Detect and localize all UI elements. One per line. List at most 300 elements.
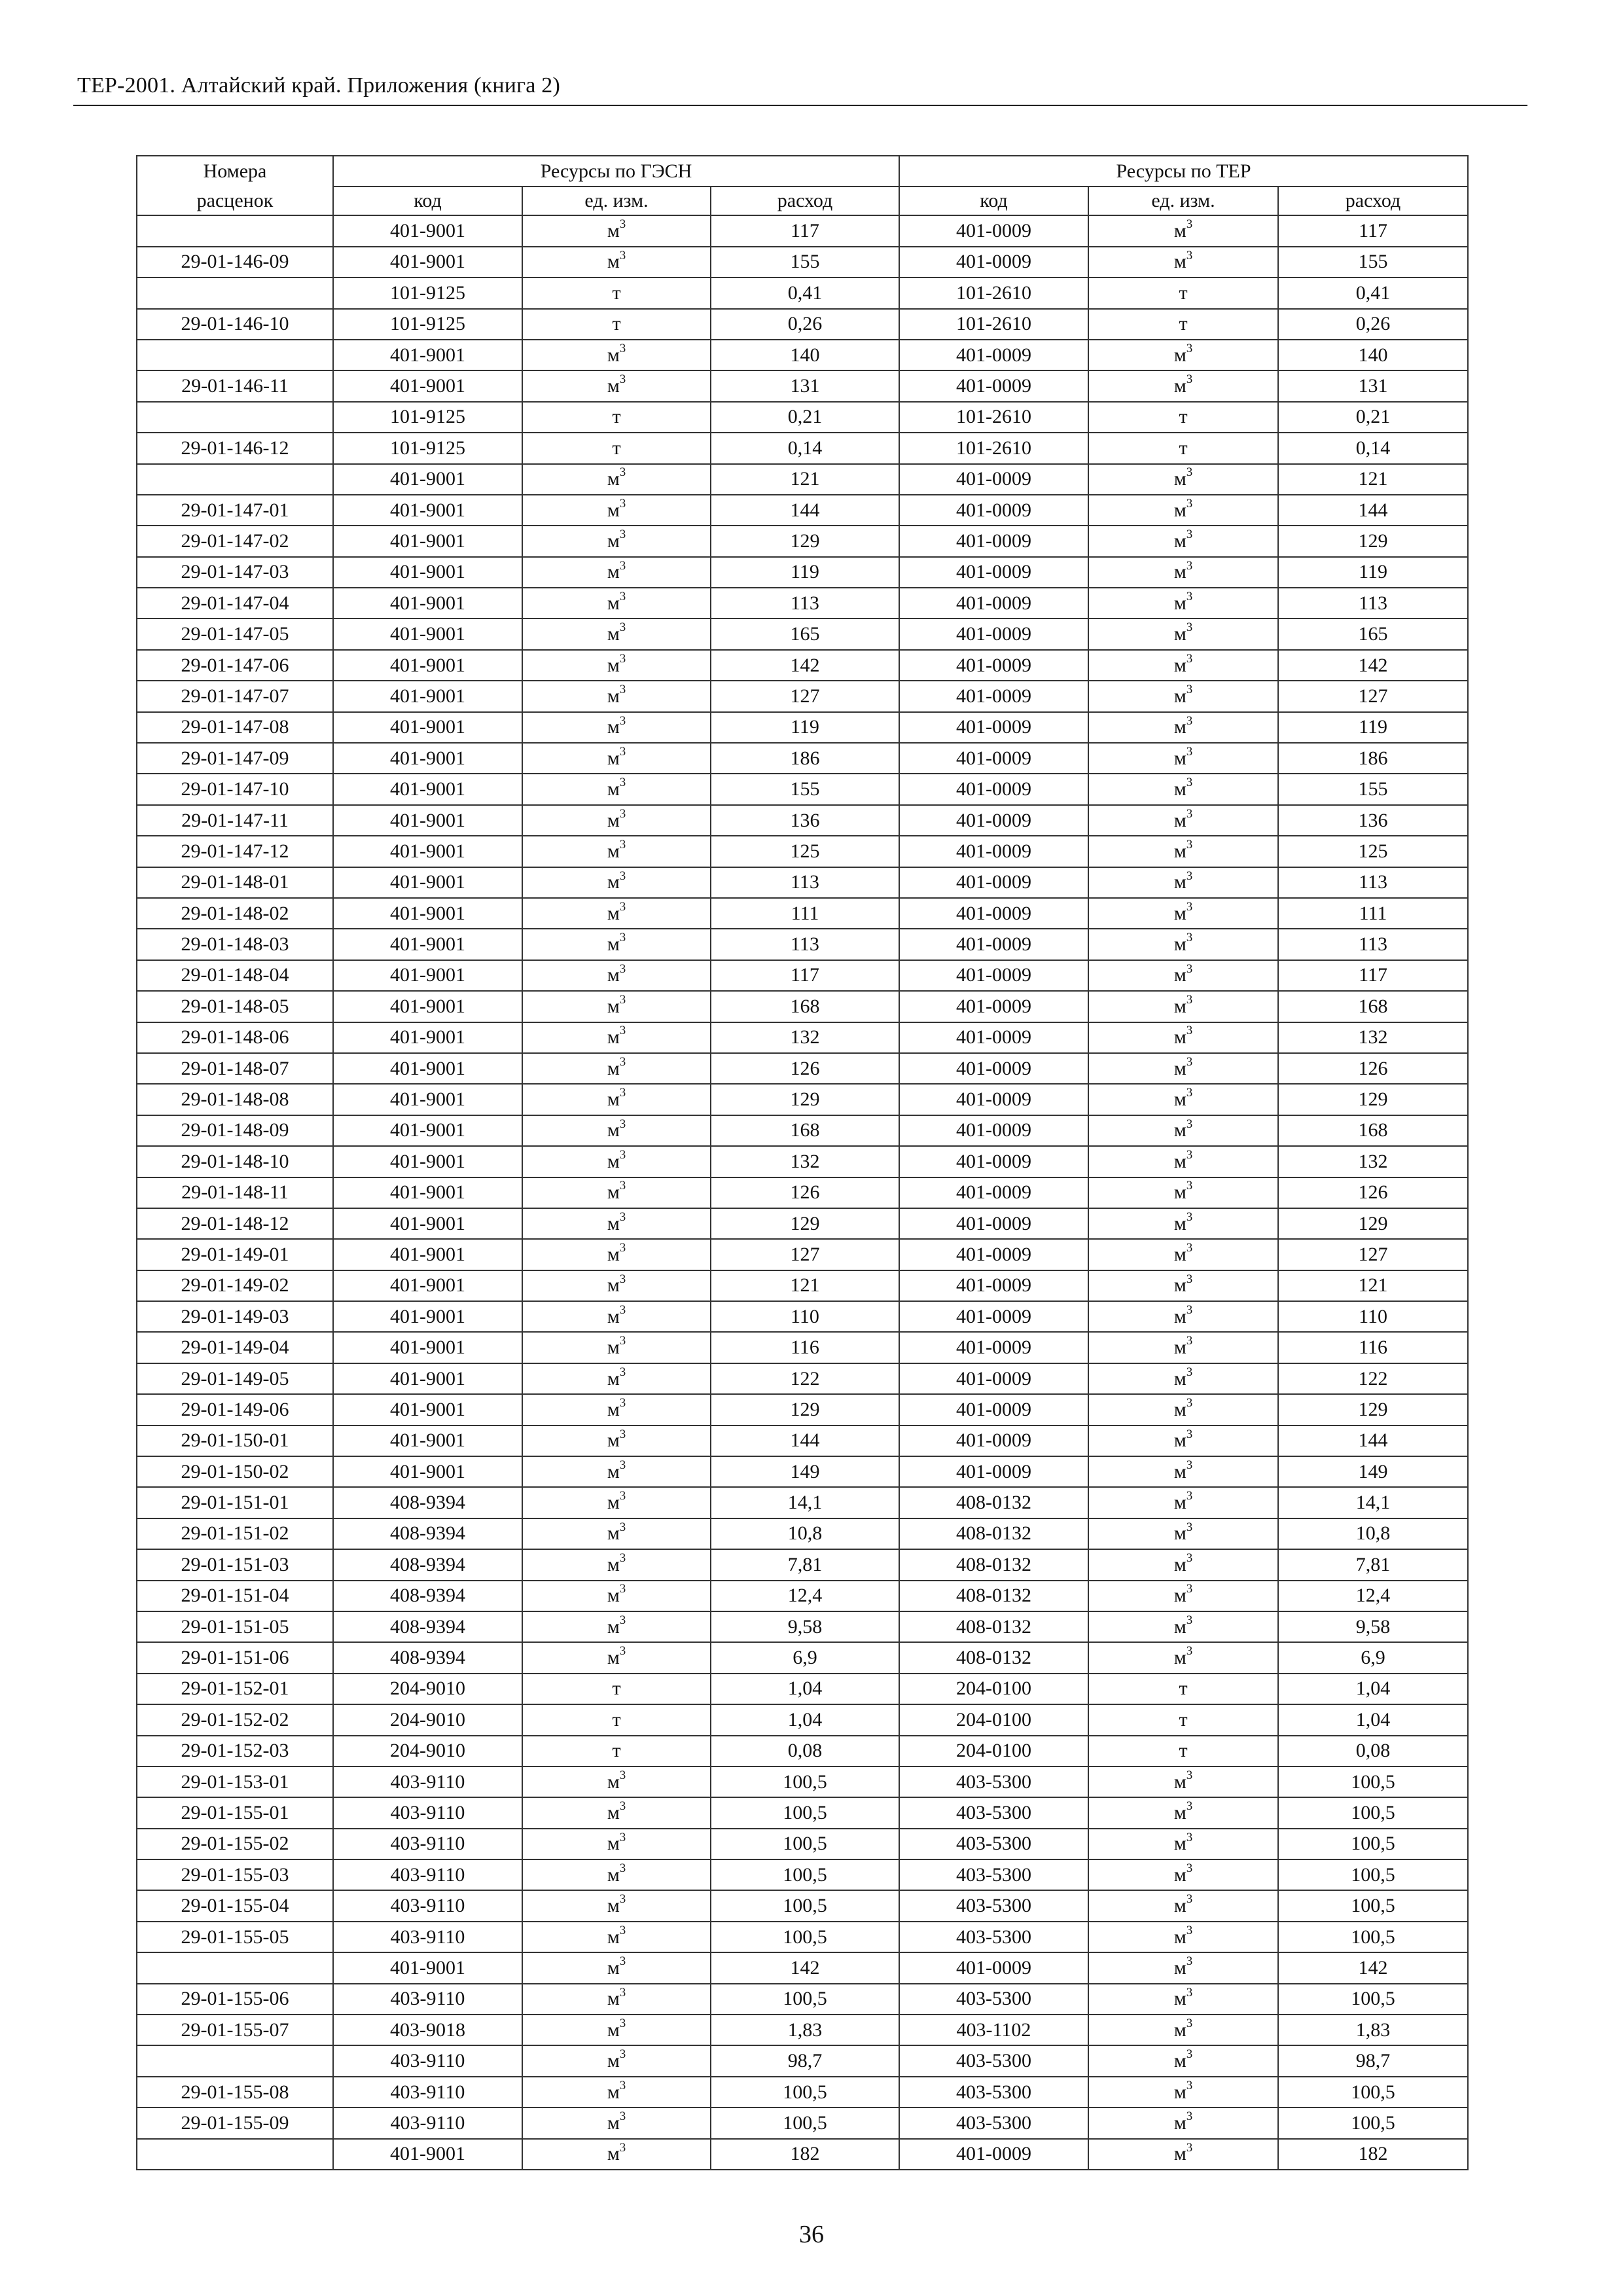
gesn-qty-cell: 117	[711, 215, 899, 246]
table-row	[137, 1767, 1468, 1797]
ter-unit-cell: $м^3$	[1088, 1984, 1278, 2015]
gesn-code-cell: 401-9001	[333, 557, 522, 588]
ter-qty-cell: 119	[1278, 557, 1468, 588]
ter-unit-cell: $м^3$	[1088, 1581, 1278, 1611]
gesn-qty-cell: 182	[711, 2139, 899, 2170]
ter-unit-cell: т	[1088, 278, 1278, 308]
gesn-code-cell: 401-9001	[333, 650, 522, 681]
gesn-qty-cell: 100,5	[711, 2108, 899, 2138]
gesn-code-cell: 401-9001	[333, 1301, 522, 1332]
ter-qty-cell: 121	[1278, 464, 1468, 495]
table-row	[137, 774, 1468, 804]
table-row	[137, 370, 1468, 401]
ter-code-cell: 408-0132	[899, 1581, 1088, 1611]
header-gesn-code: код	[333, 187, 522, 215]
ter-code-cell: 401-0009	[899, 215, 1088, 246]
gesn-code-cell: 401-9001	[333, 1208, 522, 1239]
ter-code-cell: 401-0009	[899, 588, 1088, 619]
ter-code-cell: 408-0132	[899, 1642, 1088, 1673]
gesn-code-cell: 401-9001	[333, 681, 522, 711]
ter-qty-cell: 116	[1278, 1332, 1468, 1363]
ter-unit-cell: $м^3$	[1088, 1301, 1278, 1332]
ter-unit-cell: $м^3$	[1088, 215, 1278, 246]
rate-number-cell: 29-01-147-04	[137, 588, 333, 619]
gesn-code-cell: 401-9001	[333, 619, 522, 649]
gesn-unit-cell: $м^3$	[522, 2139, 711, 2170]
ter-code-cell: 403-5300	[899, 2108, 1088, 2138]
header-ter-qty: расход	[1278, 187, 1468, 215]
table-row	[137, 1859, 1468, 1890]
gesn-qty-cell: 142	[711, 1952, 899, 1983]
ter-qty-cell: 1,04	[1278, 1674, 1468, 1704]
gesn-unit-cell: $м^3$	[522, 836, 711, 867]
rate-number-cell: 29-01-148-10	[137, 1146, 333, 1177]
ter-code-cell: 408-0132	[899, 1611, 1088, 1642]
gesn-code-cell: 403-9018	[333, 2015, 522, 2045]
ter-qty-cell: 100,5	[1278, 2077, 1468, 2108]
rate-number-cell: 29-01-147-09	[137, 743, 333, 774]
table-row	[137, 1487, 1468, 1518]
table-row	[137, 712, 1468, 743]
rate-number-cell	[137, 340, 333, 370]
table-row	[137, 1642, 1468, 1673]
ter-code-cell: 401-0009	[899, 1084, 1088, 1115]
ter-qty-cell: 131	[1278, 370, 1468, 401]
gesn-qty-cell: 129	[711, 526, 899, 556]
ter-qty-cell: 117	[1278, 215, 1468, 246]
rate-number-cell	[137, 278, 333, 308]
gesn-code-cell: 401-9001	[333, 1270, 522, 1301]
gesn-code-cell: 403-9110	[333, 1797, 522, 1828]
ter-unit-cell: $м^3$	[1088, 1053, 1278, 1084]
gesn-unit-cell: т	[522, 1736, 711, 1767]
ter-code-cell: 403-5300	[899, 1890, 1088, 1921]
ter-code-cell: 408-0132	[899, 1518, 1088, 1549]
gesn-unit-cell: $м^3$	[522, 898, 711, 929]
ter-unit-cell: $м^3$	[1088, 588, 1278, 619]
gesn-code-cell: 401-9001	[333, 2139, 522, 2170]
gesn-unit-cell: $м^3$	[522, 1084, 711, 1115]
ter-unit-cell: $м^3$	[1088, 1487, 1278, 1518]
ter-code-cell: 403-5300	[899, 2045, 1088, 2076]
ter-qty-cell: 142	[1278, 650, 1468, 681]
ter-code-cell: 401-0009	[899, 867, 1088, 898]
table-row	[137, 1922, 1468, 1952]
ter-qty-cell: 100,5	[1278, 1922, 1468, 1952]
ter-qty-cell: 129	[1278, 1084, 1468, 1115]
table-row	[137, 1022, 1468, 1053]
ter-qty-cell: 113	[1278, 867, 1468, 898]
ter-code-cell: 401-0009	[899, 619, 1088, 649]
ter-code-cell: 401-0009	[899, 1456, 1088, 1487]
gesn-unit-cell: $м^3$	[522, 1177, 711, 1208]
ter-code-cell: 401-0009	[899, 1146, 1088, 1177]
header-ter-code: код	[899, 187, 1088, 215]
ter-unit-cell: $м^3$	[1088, 1611, 1278, 1642]
gesn-unit-cell: $м^3$	[522, 340, 711, 370]
ter-code-cell: 401-0009	[899, 1115, 1088, 1146]
gesn-code-cell: 403-9110	[333, 1984, 522, 2015]
gesn-code-cell: 401-9001	[333, 1332, 522, 1363]
ter-unit-cell: $м^3$	[1088, 1332, 1278, 1363]
gesn-unit-cell: $м^3$	[522, 526, 711, 556]
gesn-code-cell: 403-9110	[333, 1767, 522, 1797]
ter-unit-cell: т	[1088, 1736, 1278, 1767]
gesn-unit-cell: $м^3$	[522, 1952, 711, 1983]
rate-number-cell: 29-01-148-04	[137, 960, 333, 991]
rate-number-cell: 29-01-148-05	[137, 991, 333, 1022]
gesn-unit-cell: $м^3$	[522, 1642, 711, 1673]
ter-unit-cell: $м^3$	[1088, 1084, 1278, 1115]
gesn-unit-cell: $м^3$	[522, 1301, 711, 1332]
ter-unit-cell: т	[1088, 402, 1278, 433]
gesn-code-cell: 401-9001	[333, 495, 522, 526]
table-row	[137, 557, 1468, 588]
ter-qty-cell: 7,81	[1278, 1549, 1468, 1580]
gesn-code-cell: 403-9110	[333, 1829, 522, 1859]
ter-code-cell: 403-5300	[899, 1829, 1088, 1859]
ter-unit-cell: $м^3$	[1088, 929, 1278, 960]
table-row	[137, 2139, 1468, 2170]
ter-code-cell: 401-0009	[899, 712, 1088, 743]
gesn-qty-cell: 121	[711, 1270, 899, 1301]
gesn-unit-cell: $м^3$	[522, 1797, 711, 1828]
rate-number-cell: 29-01-148-12	[137, 1208, 333, 1239]
gesn-code-cell: 401-9001	[333, 215, 522, 246]
ter-code-cell: 401-0009	[899, 557, 1088, 588]
ter-code-cell: 401-0009	[899, 1177, 1088, 1208]
header-ter-unit: ед. изм.	[1088, 187, 1278, 215]
gesn-unit-cell: $м^3$	[522, 2015, 711, 2045]
gesn-code-cell: 401-9001	[333, 1053, 522, 1084]
gesn-unit-cell: $м^3$	[522, 1146, 711, 1177]
rate-number-cell	[137, 1952, 333, 1983]
gesn-qty-cell: 113	[711, 588, 899, 619]
ter-unit-cell: $м^3$	[1088, 340, 1278, 370]
ter-code-cell: 204-0100	[899, 1674, 1088, 1704]
gesn-qty-cell: 117	[711, 960, 899, 991]
gesn-code-cell: 101-9125	[333, 309, 522, 340]
ter-unit-cell: $м^3$	[1088, 650, 1278, 681]
ter-code-cell: 401-0009	[899, 1270, 1088, 1301]
gesn-unit-cell: $м^3$	[522, 1363, 711, 1394]
gesn-unit-cell: $м^3$	[522, 1332, 711, 1363]
gesn-code-cell: 204-9010	[333, 1674, 522, 1704]
ter-qty-cell: 100,5	[1278, 1829, 1468, 1859]
gesn-code-cell: 401-9001	[333, 712, 522, 743]
table-row	[137, 278, 1468, 308]
ter-qty-cell: 113	[1278, 588, 1468, 619]
gesn-qty-cell: 126	[711, 1053, 899, 1084]
table-row	[137, 1208, 1468, 1239]
ter-unit-cell: $м^3$	[1088, 370, 1278, 401]
rate-number-cell: 29-01-149-02	[137, 1270, 333, 1301]
ter-unit-cell: $м^3$	[1088, 867, 1278, 898]
gesn-qty-cell: 125	[711, 836, 899, 867]
table-row	[137, 1177, 1468, 1208]
ter-code-cell: 401-0009	[899, 464, 1088, 495]
ter-code-cell: 403-5300	[899, 1922, 1088, 1952]
ter-qty-cell: 129	[1278, 1208, 1468, 1239]
ter-code-cell: 401-0009	[899, 960, 1088, 991]
header-gesn-group: Ресурсы по ГЭСН	[333, 156, 899, 187]
ter-code-cell: 401-0009	[899, 1022, 1088, 1053]
rate-number-cell	[137, 402, 333, 433]
ter-code-cell: 401-0009	[899, 650, 1088, 681]
gesn-unit-cell: $м^3$	[522, 1518, 711, 1549]
gesn-qty-cell: 1,04	[711, 1704, 899, 1735]
ter-unit-cell: $м^3$	[1088, 464, 1278, 495]
rate-number-cell: 29-01-155-03	[137, 1859, 333, 1890]
ter-unit-cell: $м^3$	[1088, 1177, 1278, 1208]
gesn-qty-cell: 100,5	[711, 1859, 899, 1890]
gesn-qty-cell: 168	[711, 991, 899, 1022]
ter-unit-cell: $м^3$	[1088, 805, 1278, 836]
table-row	[137, 1736, 1468, 1767]
ter-unit-cell: $м^3$	[1088, 1363, 1278, 1394]
gesn-qty-cell: 1,83	[711, 2015, 899, 2045]
gesn-qty-cell: 155	[711, 247, 899, 278]
ter-qty-cell: 100,5	[1278, 1984, 1468, 2015]
ter-unit-cell: т	[1088, 1674, 1278, 1704]
ter-unit-cell: $м^3$	[1088, 247, 1278, 278]
rate-number-cell: 29-01-152-02	[137, 1704, 333, 1735]
rate-number-cell: 29-01-149-04	[137, 1332, 333, 1363]
table-row	[137, 1332, 1468, 1363]
rate-number-cell: 29-01-148-07	[137, 1053, 333, 1084]
header-rates-line1: Номера	[137, 156, 333, 187]
gesn-unit-cell: т	[522, 402, 711, 433]
ter-unit-cell: $м^3$	[1088, 1239, 1278, 1270]
gesn-qty-cell: 100,5	[711, 1797, 899, 1828]
table-row	[137, 960, 1468, 991]
table-row	[137, 1581, 1468, 1611]
gesn-unit-cell: $м^3$	[522, 557, 711, 588]
ter-unit-cell: т	[1088, 1704, 1278, 1735]
ter-unit-cell: $м^3$	[1088, 1115, 1278, 1146]
ter-code-cell: 401-0009	[899, 774, 1088, 804]
gesn-code-cell: 408-9394	[333, 1611, 522, 1642]
gesn-qty-cell: 129	[711, 1084, 899, 1115]
rate-number-cell: 29-01-147-10	[137, 774, 333, 804]
gesn-qty-cell: 155	[711, 774, 899, 804]
gesn-unit-cell: $м^3$	[522, 1581, 711, 1611]
ter-unit-cell: $м^3$	[1088, 2139, 1278, 2170]
gesn-unit-cell: $м^3$	[522, 2077, 711, 2108]
rate-number-cell: 29-01-151-05	[137, 1611, 333, 1642]
ter-qty-cell: 168	[1278, 1115, 1468, 1146]
gesn-code-cell: 401-9001	[333, 1456, 522, 1487]
ter-code-cell: 403-5300	[899, 1797, 1088, 1828]
gesn-code-cell: 408-9394	[333, 1642, 522, 1673]
rate-number-cell: 29-01-155-09	[137, 2108, 333, 2138]
gesn-qty-cell: 126	[711, 1177, 899, 1208]
gesn-code-cell: 401-9001	[333, 836, 522, 867]
ter-qty-cell: 122	[1278, 1363, 1468, 1394]
rate-number-cell: 29-01-147-06	[137, 650, 333, 681]
table-row	[137, 402, 1468, 433]
ter-qty-cell: 142	[1278, 1952, 1468, 1983]
rate-number-cell: 29-01-146-10	[137, 309, 333, 340]
rate-number-cell: 29-01-155-05	[137, 1922, 333, 1952]
rate-number-cell: 29-01-155-07	[137, 2015, 333, 2045]
gesn-unit-cell: $м^3$	[522, 991, 711, 1022]
rate-number-cell: 29-01-155-08	[137, 2077, 333, 2108]
table-row	[137, 215, 1468, 246]
ter-unit-cell: $м^3$	[1088, 774, 1278, 804]
gesn-qty-cell: 1,04	[711, 1674, 899, 1704]
gesn-unit-cell: $м^3$	[522, 1767, 711, 1797]
rate-number-cell	[137, 2139, 333, 2170]
ter-unit-cell: $м^3$	[1088, 1394, 1278, 1425]
rate-number-cell: 29-01-151-06	[137, 1642, 333, 1673]
table-row	[137, 464, 1468, 495]
ter-unit-cell: $м^3$	[1088, 1642, 1278, 1673]
gesn-code-cell: 101-9125	[333, 433, 522, 463]
ter-code-cell: 403-5300	[899, 1767, 1088, 1797]
ter-unit-cell: $м^3$	[1088, 743, 1278, 774]
ter-code-cell: 401-0009	[899, 1332, 1088, 1363]
ter-code-cell: 401-0009	[899, 991, 1088, 1022]
rate-number-cell: 29-01-147-01	[137, 495, 333, 526]
ter-unit-cell: $м^3$	[1088, 1859, 1278, 1890]
gesn-code-cell: 401-9001	[333, 588, 522, 619]
ter-unit-cell: $м^3$	[1088, 836, 1278, 867]
gesn-code-cell: 401-9001	[333, 1394, 522, 1425]
table-row	[137, 619, 1468, 649]
ter-code-cell: 401-0009	[899, 247, 1088, 278]
gesn-qty-cell: 131	[711, 370, 899, 401]
gesn-unit-cell: $м^3$	[522, 774, 711, 804]
ter-qty-cell: 129	[1278, 1394, 1468, 1425]
ter-qty-cell: 144	[1278, 1426, 1468, 1456]
table-row	[137, 1301, 1468, 1332]
gesn-unit-cell: $м^3$	[522, 867, 711, 898]
gesn-code-cell: 401-9001	[333, 1363, 522, 1394]
table-row	[137, 1426, 1468, 1456]
ter-unit-cell: $м^3$	[1088, 1456, 1278, 1487]
rate-number-cell: 29-01-150-01	[137, 1426, 333, 1456]
resources-table	[136, 155, 1469, 2170]
ter-unit-cell: $м^3$	[1088, 1426, 1278, 1456]
table-row	[137, 1456, 1468, 1487]
gesn-code-cell: 401-9001	[333, 1146, 522, 1177]
ter-code-cell: 403-1102	[899, 2015, 1088, 2045]
gesn-qty-cell: 119	[711, 557, 899, 588]
gesn-unit-cell: $м^3$	[522, 2045, 711, 2076]
gesn-qty-cell: 0,14	[711, 433, 899, 463]
gesn-code-cell: 401-9001	[333, 1115, 522, 1146]
ter-unit-cell: $м^3$	[1088, 557, 1278, 588]
gesn-unit-cell: $м^3$	[522, 650, 711, 681]
gesn-unit-cell: $м^3$	[522, 1239, 711, 1270]
gesn-qty-cell: 0,21	[711, 402, 899, 433]
ter-unit-cell: $м^3$	[1088, 1518, 1278, 1549]
ter-qty-cell: 127	[1278, 681, 1468, 711]
rate-number-cell	[137, 464, 333, 495]
ter-unit-cell: $м^3$	[1088, 619, 1278, 649]
gesn-code-cell: 401-9001	[333, 805, 522, 836]
table-row	[137, 1084, 1468, 1115]
ter-code-cell: 401-0009	[899, 1053, 1088, 1084]
gesn-qty-cell: 165	[711, 619, 899, 649]
table-row	[137, 898, 1468, 929]
gesn-qty-cell: 186	[711, 743, 899, 774]
gesn-unit-cell: $м^3$	[522, 247, 711, 278]
ter-code-cell: 401-0009	[899, 743, 1088, 774]
gesn-code-cell: 408-9394	[333, 1581, 522, 1611]
ter-qty-cell: 125	[1278, 836, 1468, 867]
gesn-code-cell: 401-9001	[333, 464, 522, 495]
gesn-unit-cell: $м^3$	[522, 1859, 711, 1890]
table-row	[137, 1797, 1468, 1828]
ter-unit-cell: $м^3$	[1088, 495, 1278, 526]
gesn-unit-cell: $м^3$	[522, 1549, 711, 1580]
gesn-code-cell: 204-9010	[333, 1736, 522, 1767]
gesn-code-cell: 401-9001	[333, 1952, 522, 1983]
table-row	[137, 743, 1468, 774]
ter-code-cell: 401-0009	[899, 898, 1088, 929]
gesn-qty-cell: 100,5	[711, 1984, 899, 2015]
gesn-unit-cell: $м^3$	[522, 1922, 711, 1952]
gesn-code-cell: 401-9001	[333, 1084, 522, 1115]
gesn-unit-cell: $м^3$	[522, 805, 711, 836]
gesn-qty-cell: 122	[711, 1363, 899, 1394]
ter-qty-cell: 182	[1278, 2139, 1468, 2170]
gesn-unit-cell: $м^3$	[522, 619, 711, 649]
ter-code-cell: 408-0132	[899, 1549, 1088, 1580]
gesn-code-cell: 401-9001	[333, 1177, 522, 1208]
ter-code-cell: 101-2610	[899, 278, 1088, 308]
gesn-code-cell: 401-9001	[333, 1426, 522, 1456]
ter-qty-cell: 149	[1278, 1456, 1468, 1487]
gesn-code-cell: 403-9110	[333, 1890, 522, 1921]
ter-qty-cell: 111	[1278, 898, 1468, 929]
ter-code-cell: 401-0009	[899, 495, 1088, 526]
table-row	[137, 1829, 1468, 1859]
table-row	[137, 2045, 1468, 2076]
ter-qty-cell: 155	[1278, 774, 1468, 804]
table-row	[137, 1704, 1468, 1735]
gesn-code-cell: 401-9001	[333, 929, 522, 960]
gesn-code-cell: 403-9110	[333, 2077, 522, 2108]
ter-unit-cell: т	[1088, 309, 1278, 340]
table-row	[137, 1115, 1468, 1146]
table-row	[137, 805, 1468, 836]
gesn-unit-cell: $м^3$	[522, 1394, 711, 1425]
ter-unit-cell: $м^3$	[1088, 1022, 1278, 1053]
gesn-code-cell: 408-9394	[333, 1549, 522, 1580]
gesn-qty-cell: 0,41	[711, 278, 899, 308]
ter-qty-cell: 10,8	[1278, 1518, 1468, 1549]
gesn-qty-cell: 0,08	[711, 1736, 899, 1767]
gesn-unit-cell: $м^3$	[522, 681, 711, 711]
ter-code-cell: 403-5300	[899, 1859, 1088, 1890]
gesn-code-cell: 101-9125	[333, 278, 522, 308]
rate-number-cell: 29-01-147-08	[137, 712, 333, 743]
gesn-qty-cell: 9,58	[711, 1611, 899, 1642]
ter-qty-cell: 144	[1278, 495, 1468, 526]
gesn-qty-cell: 100,5	[711, 1829, 899, 1859]
gesn-unit-cell: $м^3$	[522, 1829, 711, 1859]
rate-number-cell: 29-01-148-09	[137, 1115, 333, 1146]
rate-number-cell	[137, 215, 333, 246]
gesn-qty-cell: 127	[711, 681, 899, 711]
gesn-qty-cell: 149	[711, 1456, 899, 1487]
table-row	[137, 495, 1468, 526]
gesn-qty-cell: 168	[711, 1115, 899, 1146]
gesn-code-cell: 403-9110	[333, 1859, 522, 1890]
